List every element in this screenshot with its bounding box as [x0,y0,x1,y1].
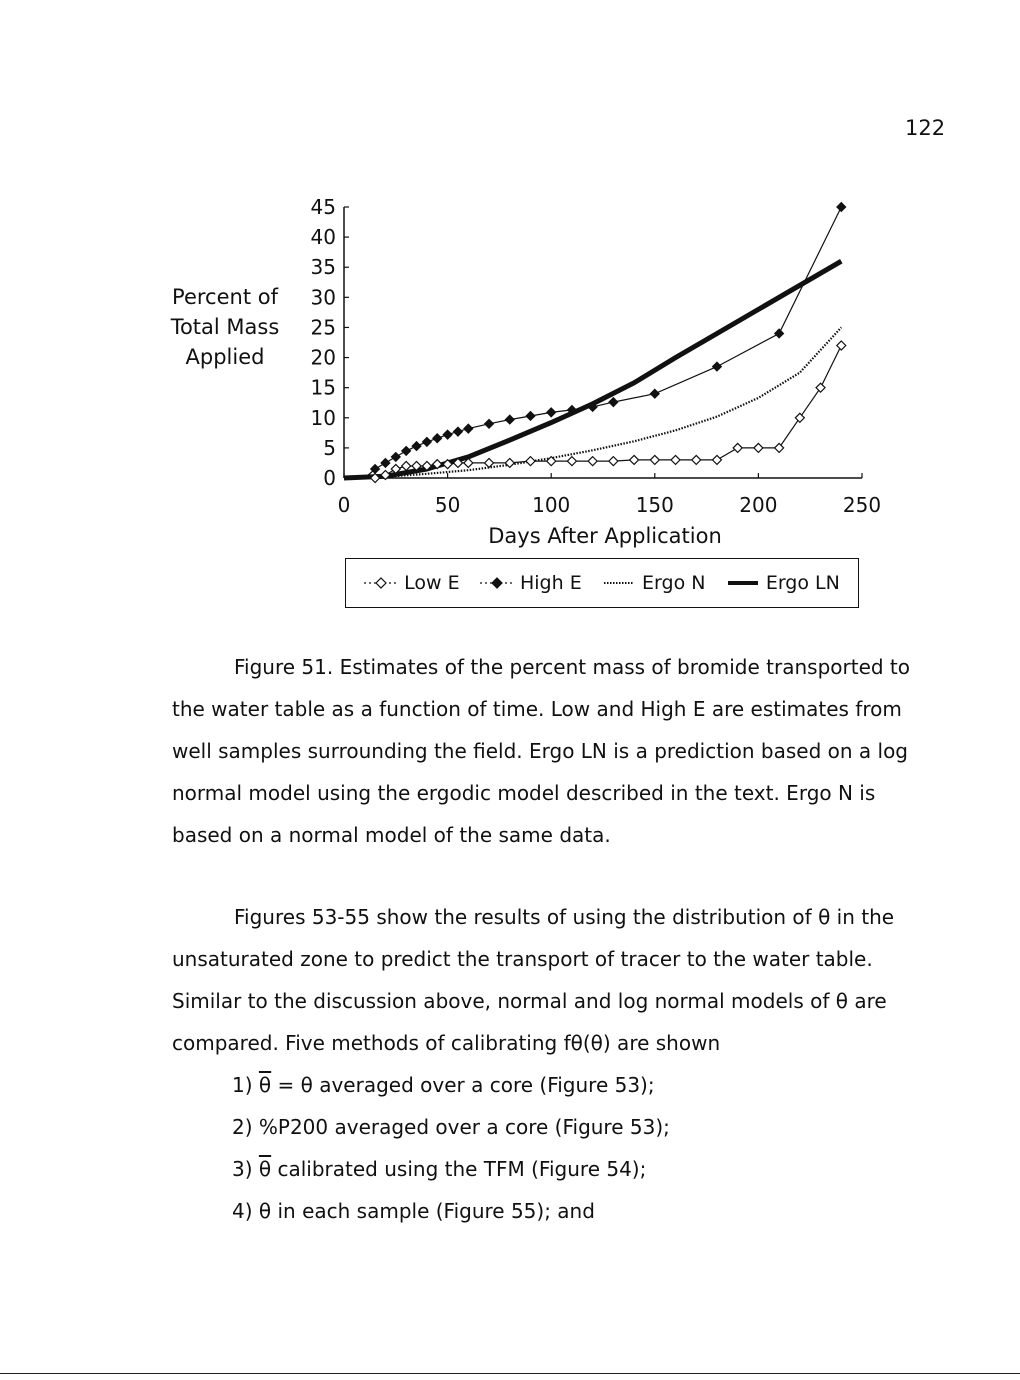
point-low-e [671,455,680,464]
point-high-e [547,408,556,417]
point-low-e [795,413,804,422]
point-high-e [402,446,411,455]
body-paragraph [172,896,942,1064]
point-low-e [402,461,411,470]
theta-bar-symbol: $\overline{\theta}$ [258,1157,272,1181]
point-low-e [692,455,701,464]
caption-line: normal model using the ergodic model described in the text. Ergo N is [172,781,876,805]
y-tick-label: 20 [310,345,336,370]
point-high-e [526,411,535,420]
body-line: Similar to the discussion above, normal and log normal models of θ are [172,989,887,1013]
bottom-rule [0,1373,1020,1374]
method-item-2: 2) %P200 averaged over a core (Figure 53); [232,1115,670,1139]
body-line: unsaturated zone to predict the transport of tracer to the water table. [172,947,873,971]
filled-diamond-line-icon [480,576,514,590]
method-item-4: 4) θ in each sample (Figure 55); and [232,1199,595,1223]
x-axis-label: Days After Application [488,524,722,548]
point-high-e [412,442,421,451]
point-low-e [630,455,639,464]
point-low-e [485,458,494,467]
body-line: compared. Five methods of calibrating fθ(θ) are shown [172,1031,721,1055]
series-line-low-e [354,346,841,479]
point-high-e [433,434,442,443]
y-tick-label: 0 [323,466,336,490]
y-tick-label: 15 [310,375,336,400]
x-tick-label: 150 [635,493,674,517]
item-text: calibrated using the TFM (Figure 54); [277,1157,647,1181]
chart-legend [345,558,859,608]
point-low-e [567,457,576,466]
item-number: 3) [232,1157,253,1181]
point-high-e [453,427,462,436]
dotted-line-icon [602,576,636,590]
point-high-e [505,415,514,424]
method-item-1 [232,1064,670,1106]
thick-line-icon [726,576,760,590]
item-text: = θ averaged over a core (Figure 53); [277,1073,655,1097]
caption-line: the water table as a function of time. Low and High E are estimates from [172,697,902,721]
y-tick-label: 10 [310,405,336,430]
y-tick-label: 30 [310,285,336,310]
point-low-e [526,457,535,466]
point-high-e [485,419,494,428]
point-low-e [609,457,618,466]
body-line: Figures 53-55 show the results of using the distribution of θ in the [234,905,895,929]
point-high-e [443,430,452,439]
item-number: 1) [232,1073,253,1097]
caption-line: Figure 51. Estimates of the percent mass of bromide transported to [234,655,911,679]
caption-line: based on a normal model of the same data. [172,823,611,847]
point-low-e [837,341,846,350]
point-low-e [816,383,825,392]
legend-label-low-e: Low E [404,572,460,594]
point-high-e [381,458,390,467]
legend-label-ergo-ln: Ergo LN [765,572,840,594]
legend-label-high-e: High E [519,572,582,594]
point-low-e [712,455,721,464]
x-tick-label: 100 [532,493,571,517]
legend-item-high-e [480,572,582,594]
legend-item-low-e [364,572,459,594]
y-tick-label: 35 [310,255,336,280]
point-low-e [775,443,784,452]
y-tick-label: 5 [323,435,336,460]
page-number: 122 [905,116,946,140]
legend-item-ergo-n [602,572,705,594]
point-high-e [609,398,618,407]
y-axis-label: Percent of Total Mass Applied [170,285,280,369]
y-tick-label: 40 [310,225,336,250]
theta-bar-symbol: $\overline{\theta}$ [258,1073,272,1097]
legend-label-ergo-n: Ergo N [642,572,706,594]
method-item-3 [232,1148,670,1190]
point-low-e [588,457,597,466]
point-high-e [650,389,659,398]
figure-caption [172,646,942,856]
x-tick-label: 200 [739,493,778,517]
point-high-e [712,362,721,371]
y-tick-label: 25 [310,315,336,340]
point-high-e [391,452,400,461]
point-low-e [733,443,742,452]
legend-item-ergo-ln [726,572,840,594]
y-tick-label: 45 [310,195,336,219]
x-tick-label: 50 [434,493,461,517]
x-tick-label: 0 [337,493,351,517]
point-high-e [464,424,473,433]
caption-line: well samples surrounding the field. Ergo LN is a prediction based on a log [172,739,908,763]
point-low-e [754,443,763,452]
open-diamond-line-icon [364,576,398,590]
point-low-e [650,455,659,464]
point-high-e [422,437,431,446]
method-list [232,1064,670,1232]
x-tick-label: 250 [842,493,882,517]
point-high-e [837,203,846,212]
point-high-e [775,329,784,338]
